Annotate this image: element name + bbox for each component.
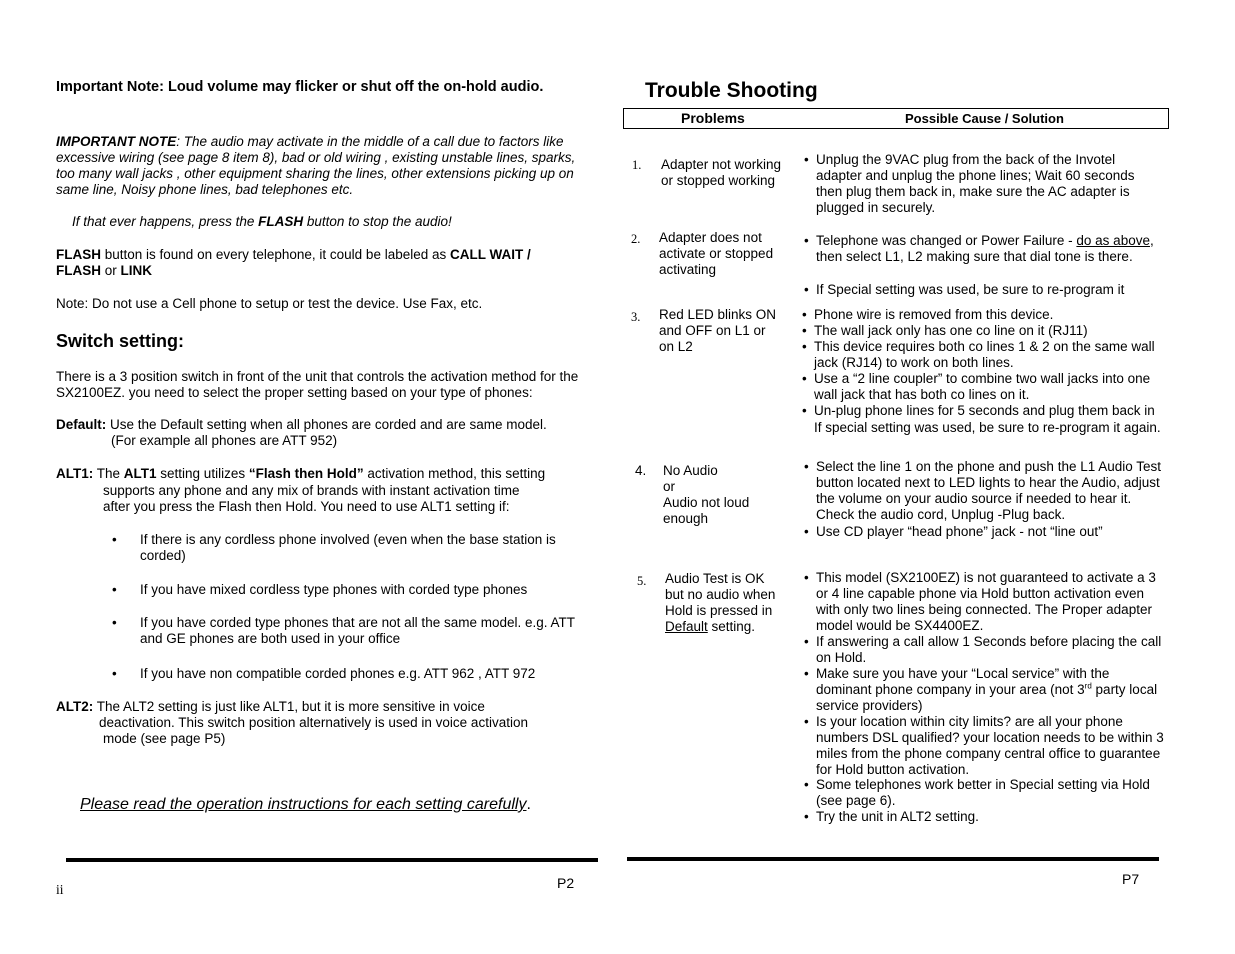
alt1-line3: after you press the Flash then Hold. You need to use ALT1 setting if:: [103, 499, 510, 514]
important-note-body: : The audio may activate in the middle of a call due to factors like excessive wiring (see page 8 item 8), bad or old wiring , existing unstable lines, sparks, too many wall jacks , other equipment sharing the lines, other extensions picking up on same line, Noisy phone lines, bad telephones etc.: [56, 134, 576, 197]
solution-item: • This device requires both co lines 1 & 2 on the same wall jack (RJ14) to work on both lines.: [802, 339, 1172, 371]
trouble-shooting-title: Trouble Shooting: [645, 79, 818, 102]
solution-item: • This model (SX2100EZ) is not guaranteed to activate a 3 or 4 line capable phone via Hold button activation even with only two lines being connected. The Proper adapter model would be SX4400EZ.: [804, 570, 1164, 634]
row-number: 3.: [631, 310, 641, 324]
solution-text: Telephone was changed or Power Failure -: [816, 233, 1077, 248]
solution-item: • Use a “2 line coupler” to combine two wall jacks into one wall jack that has both co lines on it.: [802, 371, 1172, 403]
problem-line: but no audio when: [665, 587, 776, 602]
solution-text: Unplug the 9VAC plug from the back of the Invotel adapter and unplug the phone lines; Wait 60 seconds then plug them back in, make sure the AC adapter is plugged in securely.: [816, 152, 1135, 215]
bullet-text: If there is any cordless phone involved (even when the base station is corded): [140, 532, 556, 563]
solution-text: Make sure you have your “Local service” with the dominant phone company in your area (not 3: [816, 666, 1110, 697]
solution-item: • Select the line 1 on the phone and push the L1 Audio Test button located next to LED lights to hear the Audio, adjust the volume on your audio source if needed to hear it. Check the audio cord, Unplug -Plug back.: [804, 459, 1166, 523]
alt1-quote: “Flash then Hold”: [248, 466, 364, 481]
solution-text: Select the line 1 on the phone and push the L1 Audio Test button located next to LED lights to hear the Audio, adjust the volume on your audio source if needed to hear it. Check the audio cord, Unplug -Plug back.: [816, 459, 1162, 522]
solution-text: If Special setting was used, be sure to re-program it: [816, 282, 1125, 297]
solution-item: • Telephone was changed or Power Failure - do as above, then select L1, L2 making sure that dial tone is there.: [804, 233, 1154, 264]
alt2-label: ALT2:: [56, 699, 94, 714]
call-wait-label: CALL WAIT /: [450, 247, 531, 262]
row-number: 4.: [635, 463, 647, 478]
flash-instruction-pre: If that ever happens, press the: [72, 214, 259, 229]
bullet-item: • If you have corded type phones that are not all the same model. e.g. ATT and GE phones are both used in your office: [112, 615, 582, 647]
alt1-line2: supports any phone and any mix of brands with instant activation time: [103, 483, 520, 498]
col-solution: Possible Cause / Solution: [905, 111, 1064, 126]
solution-item: • If Special setting was used, be sure to re-program it: [804, 282, 1164, 298]
alt1-mid: setting utilizes: [156, 466, 249, 481]
default-setting: [56, 417, 547, 433]
read-instructions-note: [80, 796, 531, 814]
solution-text: Try the unit in ALT2 setting.: [816, 809, 979, 824]
row-number: 5.: [637, 574, 647, 588]
cell-phone-note: Note: Do not use a Cell phone to setup or test the device. Use Fax, etc.: [56, 296, 483, 311]
alt2-line3: mode (see page P5): [103, 731, 226, 746]
default-line1: Use the Default setting when all phones are corded and are same model.: [106, 417, 547, 432]
problem-line: activate or stopped: [659, 246, 774, 261]
problem-text: [665, 571, 775, 635]
solution-text: This device requires both co lines 1 & 2 on the same wall jack (RJ14) to work on both lines.: [814, 339, 1155, 370]
alt2-setting: [56, 699, 485, 715]
problem-text: [661, 157, 781, 189]
alt2-line2: deactivation. This switch position alternatively is used in voice activation: [99, 715, 528, 730]
solution-text: Some telephones work better in Special setting via Hold (see page 6).: [816, 777, 1150, 808]
solution-item: • The wall jack only has one co line on it (RJ11): [802, 323, 1172, 339]
problem-line: activating: [659, 262, 717, 277]
important-note-loud-volume: Important Note: Loud volume may flicker or shut off the on-hold audio.: [56, 79, 544, 95]
default-example: (For example all phones are ATT 952): [111, 433, 338, 448]
flash-instruction-post: button to stop the audio!: [303, 214, 452, 229]
solution-text: If answering a call allow 1 Seconds before placing the call on Hold.: [816, 634, 1162, 665]
right-footer-rule: [627, 857, 1159, 861]
important-note-label: IMPORTANT NOTE: [56, 134, 177, 149]
bullet-item: • If there is any cordless phone involved (even when the base station is corded): [112, 532, 582, 564]
solution-text: Is your location within city limits? are all your phone numbers DSL qualified? your location needs to be within 3 miles from the phone company central office to guarantee for Hold button activation.: [816, 714, 1164, 777]
flash-note-mid: button is found on every telephone, it could be labeled as: [101, 247, 450, 262]
row-number: 1.: [632, 158, 642, 172]
problem-line: Audio not loud: [663, 495, 750, 510]
default-link: Default: [665, 619, 708, 634]
solution-item: • Use CD player “head phone” jack - not “line out”: [804, 524, 1166, 540]
read-note-dot: .: [526, 796, 531, 813]
left-footer-rule: [66, 858, 598, 862]
solution-item: • Is your location within city limits? are all your phone numbers DSL qualified? your location needs to be within 3 miles from the phone company central office to guarantee for Hold button activation.: [804, 714, 1164, 777]
do-as-above-link: do as above: [1076, 233, 1150, 248]
important-note-audio: [56, 134, 591, 198]
problem-line: enough: [663, 511, 709, 526]
problem-line: Red LED blinks ON: [659, 307, 777, 322]
table-header: [623, 108, 1169, 129]
default-label: Default:: [56, 417, 107, 432]
bullet-item: • If you have non compatible corded phones e.g. ATT 962 , ATT 972: [112, 666, 582, 682]
problem-line: or: [663, 479, 676, 494]
alt1-the: The: [93, 466, 124, 481]
flash-note-or: or: [101, 263, 121, 278]
problem-line: on L2: [659, 339, 693, 354]
flash-button-note: [56, 247, 576, 279]
problem-text: [659, 230, 773, 278]
problem-line: Adapter does not: [659, 230, 762, 245]
switch-intro: There is a 3 position switch in front of the unit that controls the activation method for the SX2100EZ. you need to select the proper setting based on your type of phones:: [56, 369, 579, 400]
solution-text: Use a “2 line coupler” to combine two wall jacks into one wall jack that has both co lines on it.: [814, 371, 1151, 402]
solution-text: The wall jack only has one co line on it (RJ11): [814, 323, 1088, 338]
alt1-bold: ALT1: [123, 466, 157, 481]
bullet-text: If you have corded type phones that are not all the same model. e.g. ATT and GE phones are both used in your office: [140, 615, 575, 646]
solution-item: • Un-plug phone lines for 5 seconds and plug them back in: [802, 403, 1182, 419]
problem-text: [663, 463, 749, 527]
solution-text: This model (SX2100EZ) is not guaranteed to activate a 3 or 4 line capable phone via Hold button activation even with only two lines being connected. The Proper adapter model would be SX4400EZ.: [816, 570, 1156, 633]
problem-line: Hold is pressed in: [665, 603, 773, 618]
roman-page-number: ii: [56, 882, 64, 897]
solution-text: party local service providers): [816, 682, 1158, 713]
switch-setting-heading: Switch setting:: [56, 331, 185, 351]
solution-item: • If answering a call allow 1 Seconds before placing the call on Hold.: [804, 634, 1164, 666]
solution-text: Use CD player “head phone” jack - not “line out”: [816, 524, 1103, 539]
bullet-text: If you have mixed cordless type phones with corded type phones: [140, 582, 528, 597]
solution-item: • Unplug the 9VAC plug from the back of the Invotel adapter and unplug the phone lines; Wait 60 seconds then plug them back in, make sure the AC adapter is plugged in securely.: [804, 152, 1164, 216]
problem-line: setting.: [707, 619, 756, 634]
bullet-item: • If you have mixed cordless type phones with corded type phones: [112, 582, 582, 598]
alt1-setting: [56, 466, 545, 482]
solution-text: , then select L1, L2 making sure that dial tone is there.: [816, 233, 1154, 264]
row-number: 2.: [631, 232, 641, 246]
problem-text: [659, 307, 776, 355]
problem-line: Adapter not working: [661, 157, 782, 172]
alt1-label: ALT1:: [56, 466, 94, 481]
left-page-number: P2: [557, 875, 575, 891]
solution-text: Un-plug phone lines for 5 seconds and plug them back in: [814, 403, 1155, 418]
bullet-text: If you have non compatible corded phones e.g. ATT 962 , ATT 972: [140, 666, 536, 681]
problem-line: and OFF on L1 or: [659, 323, 766, 338]
solution-extra: If special setting was used, be sure to re-program it again.: [814, 420, 1161, 435]
flash-word-2: FLASH: [56, 247, 101, 262]
solution-item: • Try the unit in ALT2 setting.: [804, 809, 1164, 825]
col-problems: Problems: [681, 110, 745, 126]
problem-line: No Audio: [663, 463, 718, 478]
superscript-rd: rd: [1084, 681, 1092, 691]
problem-line: Audio Test is OK: [665, 571, 765, 586]
link-label: LINK: [120, 263, 153, 278]
flash-instruction: [72, 214, 452, 230]
right-page-number: P7: [1122, 871, 1140, 887]
problem-line: or stopped working: [661, 173, 776, 188]
solution-item: • Phone wire is removed from this device.: [802, 307, 1172, 323]
flash-label: FLASH: [56, 263, 101, 278]
solution-text: Phone wire is removed from this device.: [814, 307, 1054, 322]
alt1-end: activation method, this setting: [363, 466, 546, 481]
solution-item: • Make sure you have your “Local service” with the dominant phone company in your area (not 3rd party local service providers): [804, 666, 1158, 713]
solution-item: • Some telephones work better in Special setting via Hold (see page 6).: [804, 777, 1164, 809]
alt2-line1: The ALT2 setting is just like ALT1, but it is more sensitive in voice: [93, 699, 485, 714]
flash-word: FLASH: [258, 214, 304, 229]
read-note-text: Please read the operation instructions for each setting carefully: [80, 796, 527, 813]
